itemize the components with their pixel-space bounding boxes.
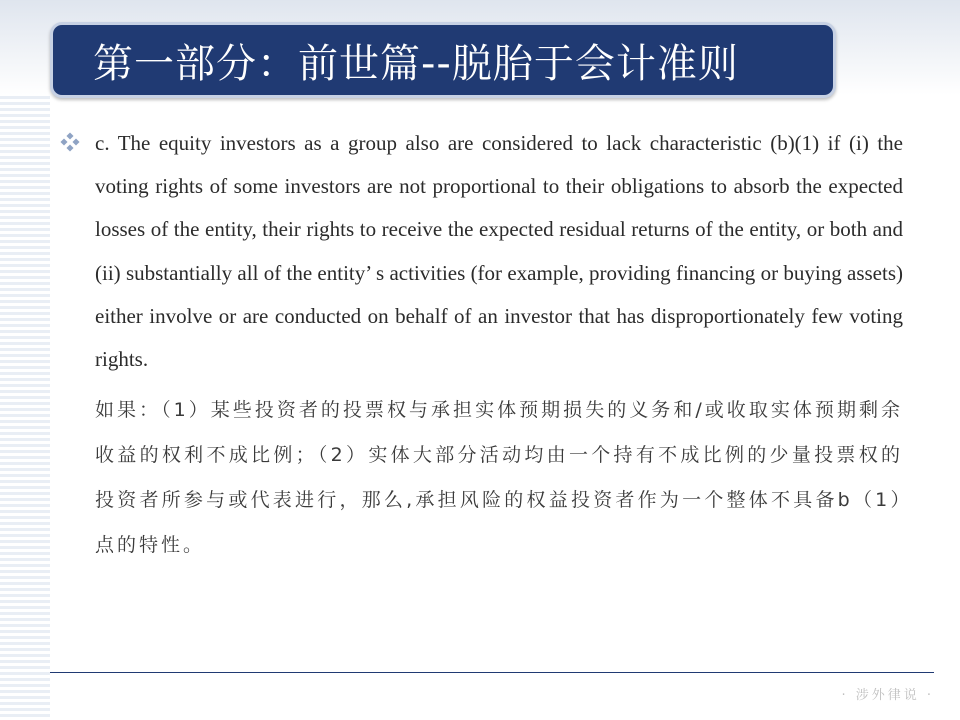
watermark-text: · 涉外律说 · [841,688,934,703]
english-paragraph: c. The equity investors as a group also are considered to lack characteristic (b)(1) if (i) the voting rights of some investors are not proportional to their obligations to absorb the expected losses of the entity, their rights to receive the expected residual returns of the entity, or both and (ii) substantially all of the entity’ s activities (for example, providing financing or buying assets) either involve or are conducted on behalf of an investor that has disproportionately few voting rights. [95,131,903,372]
footer-divider [50,672,934,673]
diamond-bullet-icon [60,132,80,152]
title-banner [50,22,836,98]
slide-title: 第一部分：前世篇--脱胎于会计准则 [93,40,739,87]
left-stripe-decoration [0,0,50,720]
chinese-paragraph: 如果：（1）某些投资者的投票权与承担实体预期损失的义务和/或收取实体预期剩余收益的权利不成比例；（2）实体大部分活动均由一个持有不成比例的少量投票权的投资者所参与或代表进行，那么,承担风险的权益投资者作为一个整体不具备b（1）点的特性。 [95,399,903,556]
